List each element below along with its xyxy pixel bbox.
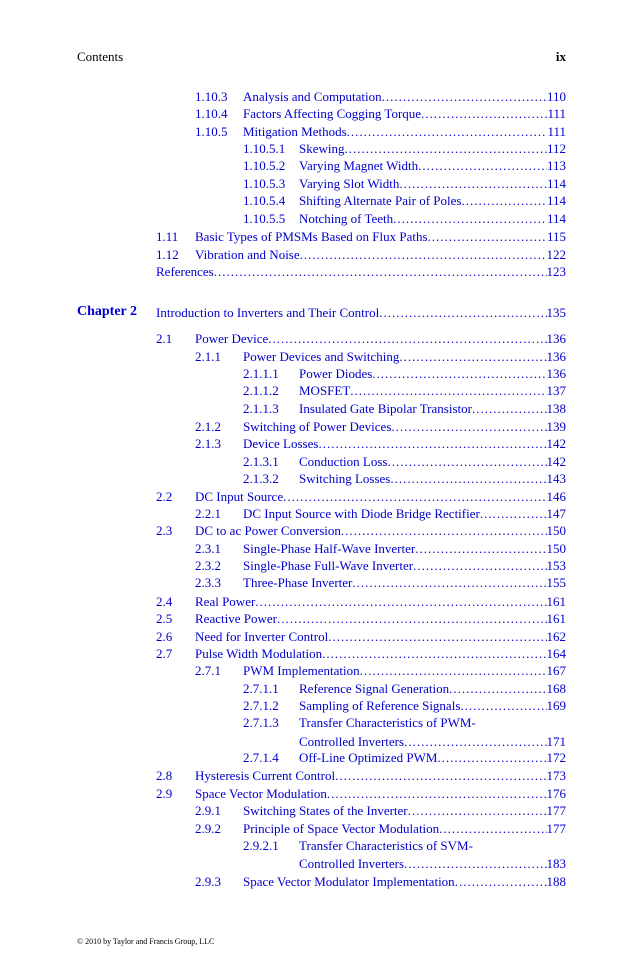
- toc-entry-title: Sampling of Reference Signals: [299, 698, 461, 713]
- toc-entry-title-line: [299, 837, 566, 854]
- toc-entry-title-line: [299, 192, 566, 209]
- toc-entry[interactable]: [243, 749, 566, 766]
- toc-entry-number: 2.7.1.4: [243, 750, 279, 765]
- toc-entry-page: 147: [546, 506, 566, 521]
- toc-entry-number: 1.10.5.2: [243, 158, 286, 173]
- toc-leader-dots: [437, 749, 546, 766]
- toc-leader-dots: [300, 246, 547, 263]
- toc-entry-title: Hysteresis Current Control: [195, 768, 336, 783]
- toc-leader-dots: [214, 263, 547, 280]
- toc-entry-page: 169: [546, 698, 566, 713]
- toc-entry[interactable]: [243, 365, 566, 382]
- toc-leader-dots: [421, 105, 547, 122]
- toc-entry-number: 2.6: [156, 629, 173, 644]
- toc-entry-title: Space Vector Modulation: [195, 786, 327, 801]
- toc-entry-title-line: [243, 348, 566, 365]
- toc-entry-page: 111: [547, 124, 566, 139]
- toc-entry-number: 1.10.5.5: [243, 211, 286, 226]
- toc-entry-title-line: [195, 228, 566, 245]
- toc-entry-title: MOSFET: [299, 383, 351, 398]
- toc-entry-number: 2.1.1.3: [243, 401, 279, 416]
- toc-entry-title-line: [299, 175, 566, 192]
- toc-entry-title: Controlled Inverters: [299, 734, 405, 749]
- toc-entry-page: 143: [546, 471, 566, 486]
- toc-entry-title: Single-Phase Full-Wave Inverter: [243, 558, 414, 573]
- toc-entry-page: 138: [546, 401, 566, 416]
- toc-entry-title-line: [195, 522, 566, 539]
- toc-entry-title: Reactive Power: [195, 611, 277, 626]
- toc-entry-number: 2.1.3: [195, 436, 221, 451]
- toc-entry-number: 2.7.1: [195, 663, 221, 678]
- toc-entry-number: 2.3: [156, 523, 173, 538]
- toc-entry-number: 2.7.1.1: [243, 681, 279, 696]
- toc-entry[interactable]: [243, 453, 566, 470]
- running-header: [77, 49, 566, 67]
- toc-entry-page: 136: [546, 349, 566, 364]
- toc-leader-dots: [413, 557, 546, 574]
- toc-leader-dots: [322, 645, 546, 662]
- toc-entry[interactable]: [156, 522, 566, 539]
- toc-entry-page: 150: [546, 541, 566, 556]
- toc-entry-title-line: [243, 505, 566, 522]
- toc-entry-title: Analysis and Computation: [243, 89, 382, 104]
- toc-entry[interactable]: [243, 470, 566, 487]
- toc-leader-dots: [379, 304, 546, 321]
- toc-entry-page: 177: [546, 803, 566, 818]
- toc-entry-number: 2.5: [156, 611, 173, 626]
- toc-entry[interactable]: [156, 330, 566, 347]
- toc-entry-title: Switching States of the Inverter: [243, 803, 408, 818]
- toc-entry-title: Shifting Alternate Pair of Poles: [299, 193, 462, 208]
- toc-leader-dots: [399, 348, 546, 365]
- toc-entry[interactable]: [195, 105, 566, 122]
- toc-entry-title-line: [299, 714, 566, 731]
- chapter-label[interactable]: Chapter 2: [77, 304, 138, 319]
- toc-leader-dots: [318, 435, 546, 452]
- toc-entry-title-line: [299, 365, 566, 382]
- toc-entry-title: Off-Line Optimized PWM: [299, 750, 438, 765]
- toc-entry[interactable]: [156, 767, 566, 784]
- toc-entry-number: 2.3.1: [195, 541, 221, 556]
- toc-entry[interactable]: [195, 574, 566, 591]
- toc-entry-title-line: [243, 574, 566, 591]
- toc-entry-title: Reference Signal Generation: [299, 681, 450, 696]
- toc-entry-title: Conduction Loss: [299, 454, 388, 469]
- toc-leader-dots: [480, 505, 547, 522]
- toc-entry-title: Varying Magnet Width: [299, 158, 419, 173]
- toc-entry-page: 115: [546, 229, 566, 244]
- toc-entry[interactable]: [299, 855, 566, 872]
- toc-entry[interactable]: [243, 175, 566, 192]
- toc-entry[interactable]: [243, 837, 566, 854]
- toc-entry-title: Power Device: [195, 331, 269, 346]
- toc-entry[interactable]: [299, 733, 566, 750]
- toc-entry-number: 2.9.3: [195, 874, 221, 889]
- toc-entry[interactable]: [156, 593, 566, 610]
- toc-entry-number: 2.1.1.2: [243, 383, 279, 398]
- toc-entry-title: Insulated Gate Bipolar Transistor: [299, 401, 472, 416]
- toc-leader-dots: [439, 820, 546, 837]
- toc-leader-dots: [268, 330, 546, 347]
- toc-entry-title-line: [156, 263, 566, 280]
- toc-entry-title: Introduction to Inverters and Their Control: [156, 305, 380, 320]
- toc-entry-title-line: [243, 802, 566, 819]
- toc-entry-title-line: [195, 246, 566, 263]
- toc-entry-number: 2.9.2.1: [243, 838, 279, 853]
- toc-entry-title: Notching of Teeth: [299, 211, 394, 226]
- toc-entry-title-line: [195, 767, 566, 784]
- toc-entry-number: 2.8: [156, 768, 173, 783]
- toc-entry-page: 188: [546, 874, 566, 889]
- toc-entry[interactable]: [195, 418, 566, 435]
- toc-entry[interactable]: [156, 263, 566, 280]
- toc-entry[interactable]: [156, 304, 566, 321]
- toc-entry[interactable]: [243, 714, 566, 731]
- toc-entry-title: Pulse Width Modulation: [195, 646, 323, 661]
- toc-entry[interactable]: [195, 123, 566, 140]
- toc-entry-title: Real Power: [195, 594, 256, 609]
- toc-entry-title: Three-Phase Inverter: [243, 575, 353, 590]
- toc-entry-title-line: [299, 210, 566, 227]
- toc-entry-number: 2.1.3.2: [243, 471, 279, 486]
- toc-leader-dots: [327, 785, 547, 802]
- toc-entry-number: 2.3.2: [195, 558, 221, 573]
- toc-entry-number: 2.1.3.1: [243, 454, 279, 469]
- toc-leader-dots: [455, 873, 547, 890]
- toc-entry-page: 162: [546, 629, 566, 644]
- toc-entry-page: 136: [546, 331, 566, 346]
- toc-leader-dots: [335, 767, 546, 784]
- toc-entry[interactable]: [243, 192, 566, 209]
- toc-entry[interactable]: [195, 505, 566, 522]
- toc-entry[interactable]: [195, 802, 566, 819]
- toc-entry-title: Transfer Characteristics of PWM-: [299, 715, 476, 730]
- toc-leader-dots: [408, 802, 547, 819]
- toc-entry[interactable]: [195, 348, 566, 365]
- toc-entry-title-line: [156, 304, 566, 321]
- toc-entry-number: 2.1.2: [195, 419, 221, 434]
- toc-entry-title: PWM Implementation: [243, 663, 360, 678]
- toc-entry[interactable]: [195, 873, 566, 890]
- toc-entry-title-line: [243, 88, 566, 105]
- toc-entry-page: 168: [546, 681, 566, 696]
- toc-entry-title-line: [299, 680, 566, 697]
- toc-entry-page: 136: [546, 366, 566, 381]
- toc-entry-number: 2.4: [156, 594, 173, 609]
- toc-entry-title-line: [195, 645, 566, 662]
- toc-leader-dots: [404, 855, 546, 872]
- toc-entry-page: 142: [546, 454, 566, 469]
- toc-entry-page: 139: [546, 419, 566, 434]
- toc-entry-title-line: [195, 785, 566, 802]
- toc-entry-title-line: [299, 140, 566, 157]
- toc-entry[interactable]: [195, 820, 566, 837]
- toc-entry[interactable]: [156, 610, 566, 627]
- toc-entry-page: 176: [546, 786, 566, 801]
- toc-leader-dots: [277, 610, 547, 627]
- toc-entry-title-line: [243, 123, 566, 140]
- toc-entry[interactable]: [156, 246, 566, 263]
- toc-entry-title: DC to ac Power Conversion: [195, 523, 341, 538]
- toc-entry-number: 2.9: [156, 786, 173, 801]
- toc-entry-page: 114: [546, 211, 566, 226]
- toc-leader-dots: [461, 192, 546, 209]
- toc-entry-title-line: [195, 593, 566, 610]
- toc-entry-title: Vibration and Noise: [195, 247, 300, 262]
- toc-entry-number: 2.7.1.2: [243, 698, 279, 713]
- toc-leader-dots: [428, 228, 547, 245]
- toc-entry-number: 1.10.4: [195, 106, 228, 121]
- toc-entry-page: 146: [546, 489, 566, 504]
- toc-leader-dots: [345, 140, 547, 157]
- toc-entry-title: Space Vector Modulator Implementation: [243, 874, 455, 889]
- toc-entry-title: Factors Affecting Cogging Torque: [243, 106, 422, 121]
- toc-entry-title: Power Devices and Switching: [243, 349, 400, 364]
- toc-leader-dots: [404, 733, 546, 750]
- toc-entry-title-line: [299, 855, 566, 872]
- toc-entry-title: Device Losses: [243, 436, 319, 451]
- toc-entry-page: 123: [546, 264, 566, 279]
- toc-entry-page: 161: [546, 594, 566, 609]
- toc-entry-page: 114: [546, 176, 566, 191]
- toc-entry-page: 114: [546, 193, 566, 208]
- toc-entry-title: Basic Types of PMSMs Based on Flux Paths: [195, 229, 428, 244]
- toc-entry-number: 1.10.5.4: [243, 193, 286, 208]
- toc-leader-dots: [399, 175, 547, 192]
- toc-entry-title: References: [156, 264, 214, 279]
- toc-entry[interactable]: [156, 645, 566, 662]
- toc-entry-title: Single-Phase Half-Wave Inverter: [243, 541, 416, 556]
- toc-entry-title-line: [299, 749, 566, 766]
- toc-leader-dots: [449, 680, 546, 697]
- toc-leader-dots: [360, 662, 547, 679]
- toc-entry-title-line: [243, 557, 566, 574]
- toc-entry[interactable]: [156, 228, 566, 245]
- toc-entry-number: 1.11: [156, 229, 179, 244]
- toc-entry-title: Controlled Inverters: [299, 856, 405, 871]
- toc-entry-title: Principle of Space Vector Modulation: [243, 821, 440, 836]
- toc-entry[interactable]: [243, 140, 566, 157]
- toc-entry-page: 150: [546, 523, 566, 538]
- toc-entry-number: 2.1.1.1: [243, 366, 279, 381]
- toc-entry[interactable]: [243, 382, 566, 399]
- toc-entry-title: Power Diodes: [299, 366, 373, 381]
- toc-leader-dots: [418, 157, 547, 174]
- toc-entry-title-line: [299, 453, 566, 470]
- toc-entry-page: 167: [546, 663, 566, 678]
- toc-entry-title-line: [299, 733, 566, 750]
- toc-entry[interactable]: [195, 557, 566, 574]
- toc-leader-dots: [328, 628, 546, 645]
- toc-entry[interactable]: [243, 697, 566, 714]
- toc-entry-title-line: [299, 382, 566, 399]
- toc-entry-title-line: [195, 610, 566, 627]
- toc-entry-title: Varying Slot Width: [299, 176, 400, 191]
- toc-entry-title: Skewing: [299, 141, 345, 156]
- toc-entry-page: 111: [547, 106, 566, 121]
- toc-entry[interactable]: [195, 662, 566, 679]
- toc-entry-number: 2.1: [156, 331, 173, 346]
- toc-entry[interactable]: [195, 88, 566, 105]
- toc-leader-dots: [347, 123, 548, 140]
- copyright-footer: © 2010 by Taylor and Francis Group, LLC: [77, 937, 215, 946]
- toc-entry-number: 2.7.1.3: [243, 715, 279, 730]
- toc-entry-title-line: [299, 157, 566, 174]
- toc-leader-dots: [390, 470, 546, 487]
- toc-entry-number: 2.1.1: [195, 349, 221, 364]
- toc-entry-page: 135: [546, 305, 566, 320]
- toc-leader-dots: [393, 210, 547, 227]
- toc-entry-title-line: [243, 105, 566, 122]
- toc-entry-number: 1.12: [156, 247, 179, 262]
- toc-entry-title: Switching Losses: [299, 471, 391, 486]
- toc-entry-title: DC Input Source: [195, 489, 284, 504]
- toc-entry[interactable]: [156, 628, 566, 645]
- toc-entry-title: Mitigation Methods: [243, 124, 347, 139]
- toc-entry-page: 171: [546, 734, 566, 749]
- toc-leader-dots: [472, 400, 547, 417]
- toc-entry-number: 1.10.5: [195, 124, 228, 139]
- toc-entry-page: 137: [546, 383, 566, 398]
- toc-entry[interactable]: [156, 785, 566, 802]
- toc-entry-number: 2.9.2: [195, 821, 221, 836]
- toc-entry-title-line: [299, 470, 566, 487]
- toc-entry-title-line: [195, 628, 566, 645]
- toc-leader-dots: [283, 488, 546, 505]
- toc-entry-title-line: [243, 873, 566, 890]
- toc-entry-page: 112: [546, 141, 566, 156]
- toc-entry-title-line: [299, 697, 566, 714]
- toc-entry-title: Transfer Characteristics of SVM-: [299, 838, 473, 853]
- toc-entry-page: 161: [546, 611, 566, 626]
- toc-entry-number: 2.2: [156, 489, 173, 504]
- toc-leader-dots: [341, 522, 547, 539]
- toc-leader-dots: [255, 593, 546, 610]
- toc-entry-title-line: [243, 540, 566, 557]
- toc-entry-title: Need for Inverter Control: [195, 629, 329, 644]
- toc-entry-page: 155: [546, 575, 566, 590]
- toc-entry-title-line: [243, 820, 566, 837]
- toc-leader-dots: [372, 365, 546, 382]
- toc-entry-title-line: [243, 662, 566, 679]
- toc-entry-number: 1.10.5.3: [243, 176, 286, 191]
- toc-entry[interactable]: [243, 210, 566, 227]
- toc-entry[interactable]: [195, 435, 566, 452]
- toc-entry-page: 142: [546, 436, 566, 451]
- toc-entry-page: 172: [546, 750, 566, 765]
- toc-entry-page: 164: [546, 646, 566, 661]
- toc-entry-page: 122: [546, 247, 566, 262]
- header-page-number: ix: [555, 49, 566, 64]
- toc-entry-title-line: [243, 418, 566, 435]
- toc-entry-number: 2.7: [156, 646, 173, 661]
- toc-entry[interactable]: [156, 488, 566, 505]
- toc-entry[interactable]: [243, 400, 566, 417]
- toc-leader-dots: [460, 697, 546, 714]
- toc-leader-dots: [382, 88, 547, 105]
- toc-leader-dots: [352, 574, 546, 591]
- toc-entry[interactable]: [243, 157, 566, 174]
- toc-entry-page: 110: [546, 89, 566, 104]
- toc-entry-title-line: [243, 435, 566, 452]
- toc-leader-dots: [387, 453, 546, 470]
- toc-entry-number: 2.2.1: [195, 506, 221, 521]
- toc-entry-title-line: [195, 330, 566, 347]
- toc-entry-title: DC Input Source with Diode Bridge Rectifier: [243, 506, 480, 521]
- toc-entry-title-line: [195, 488, 566, 505]
- toc-entry[interactable]: [243, 680, 566, 697]
- toc-entry-page: 173: [546, 768, 566, 783]
- toc-entry-title: Switching of Power Devices: [243, 419, 392, 434]
- header-section-title: Contents: [77, 49, 124, 64]
- toc-entry-number: 1.10.3: [195, 89, 228, 104]
- toc-entry-page: 183: [546, 856, 566, 871]
- toc-entry-page: 113: [546, 158, 566, 173]
- toc-entry-title-line: [299, 400, 566, 417]
- toc-entry-page: 177: [546, 821, 566, 836]
- toc-entry-number: 2.3.3: [195, 575, 221, 590]
- toc-leader-dots: [415, 540, 546, 557]
- toc-entry-page: 153: [546, 558, 566, 573]
- toc-entry-number: 2.9.1: [195, 803, 221, 818]
- toc-leader-dots: [350, 382, 546, 399]
- toc-entry[interactable]: [195, 540, 566, 557]
- toc-entry-number: 1.10.5.1: [243, 141, 286, 156]
- toc-leader-dots: [391, 418, 546, 435]
